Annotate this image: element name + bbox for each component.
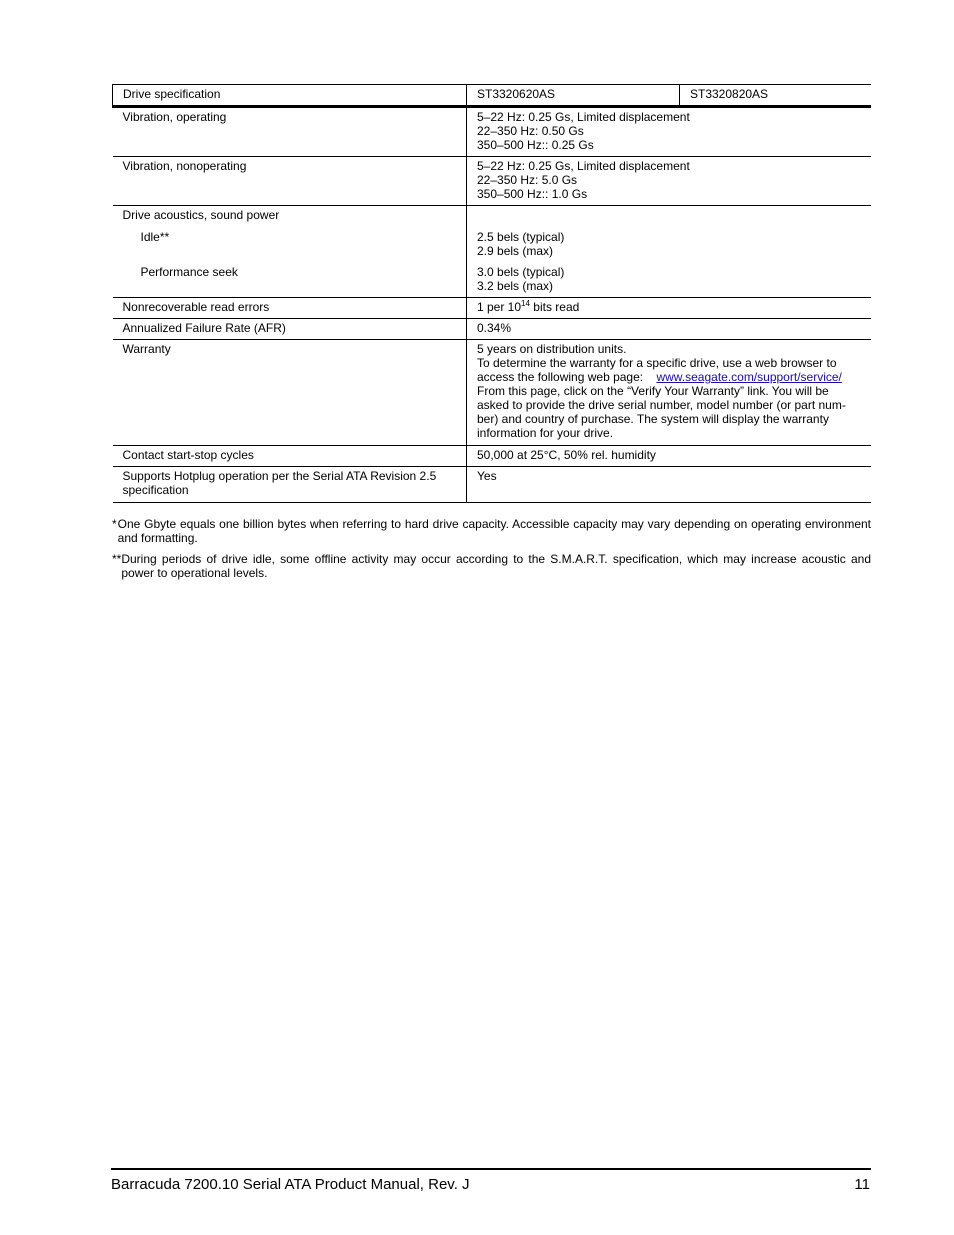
value-line: asked to provide the drive serial number, model number (or part num- [477,398,846,412]
row-value: 50,000 at 25°C, 50% rel. humidity [467,446,871,467]
footnote [112,552,871,580]
warranty-link[interactable]: www.seagate.com/support/service/ [656,370,842,384]
row-label [113,206,467,298]
row-label: Warranty [113,340,467,446]
seek-label: Performance seek [140,265,238,279]
value-line: 22–350 Hz: 5.0 Gs [477,173,578,187]
table-row [113,340,871,446]
value-line: information for your drive. [477,426,614,440]
label-line: specification [122,483,189,497]
header-model-2: ST3320820AS [680,85,871,107]
value-line: 5–22 Hz: 0.25 Gs, Limited displacement [477,110,690,124]
footnote-text: One Gbyte equals one billion bytes when referring to hard drive capacity. Accessible capacity may vary depending on operating environment and formatting. [117,517,871,545]
footnote-text: During periods of drive idle, some offline activity may occur according to the S.M.A.R.T. specification, which may increase acoustic and power to operational levels. [121,552,871,580]
value-line: 5–22 Hz: 0.25 Gs, Limited displacement [477,159,690,173]
footnote [112,517,871,545]
table-row [113,298,871,319]
footer-title: Barracuda 7200.10 Serial ATA Product Manual, Rev. J [111,1176,470,1193]
row-label: Annualized Failure Rate (AFR) [113,319,467,340]
value-line: To determine the warranty for a specific drive, use a web browser to [477,356,837,370]
value-line: 350–500 Hz:: 1.0 Gs [477,187,588,201]
table-row [113,206,871,298]
value-prefix: 1 per 10 [477,300,522,314]
idle-label: Idle** [140,230,170,244]
footnote-mark: ** [112,552,122,566]
row-value [467,340,871,446]
drive-spec-table [112,84,871,503]
value-line: 3.0 bels (typical) [477,265,565,279]
row-value: 0.34% [467,319,871,340]
row-value [467,157,871,206]
value-line: 22–350 Hz: 0.50 Gs [477,124,584,138]
value-line: 3.2 bels (max) [477,279,554,293]
value-exponent: 14 [521,299,530,308]
row-label: Nonrecoverable read errors [113,298,467,319]
table-header-row [113,85,871,107]
value-suffix: bits read [529,300,580,314]
row-value: Yes [467,467,871,503]
row-label: Vibration, operating [113,108,467,157]
value-line: 5 years on distribution units. [477,342,627,356]
value-line: 2.5 bels (typical) [477,230,565,244]
link-intro: access the following web page: [477,370,644,384]
label-line: Supports Hotplug operation per the Serial ATA Revision 2.5 [122,469,437,483]
row-label: Contact start-stop cycles [113,446,467,467]
table-row [113,319,871,340]
row-value [467,206,871,298]
header-model-1: ST3320620AS [467,85,680,107]
footnotes [112,517,871,587]
row-value [467,298,871,319]
value-line: 2.9 bels (max) [477,244,554,258]
acoustics-label: Drive acoustics, sound power [122,208,280,222]
header-label: Drive specification [113,85,467,107]
table-row [113,157,871,206]
footnote-mark: * [112,517,117,531]
value-line: From this page, click on the “Verify Your Warranty” link. You will be [477,384,829,398]
row-value [467,108,871,157]
value-line: ber) and country of purchase. The system will display the warranty [477,412,829,426]
value-line [477,370,871,384]
row-label [113,467,467,503]
value-line: 350–500 Hz:: 0.25 Gs [477,138,594,152]
footer-rule [111,1168,871,1170]
table-row [113,467,871,503]
table-row [113,446,871,467]
row-label: Vibration, nonoperating [113,157,467,206]
table-row [113,108,871,157]
page-number: 11 [854,1176,870,1193]
